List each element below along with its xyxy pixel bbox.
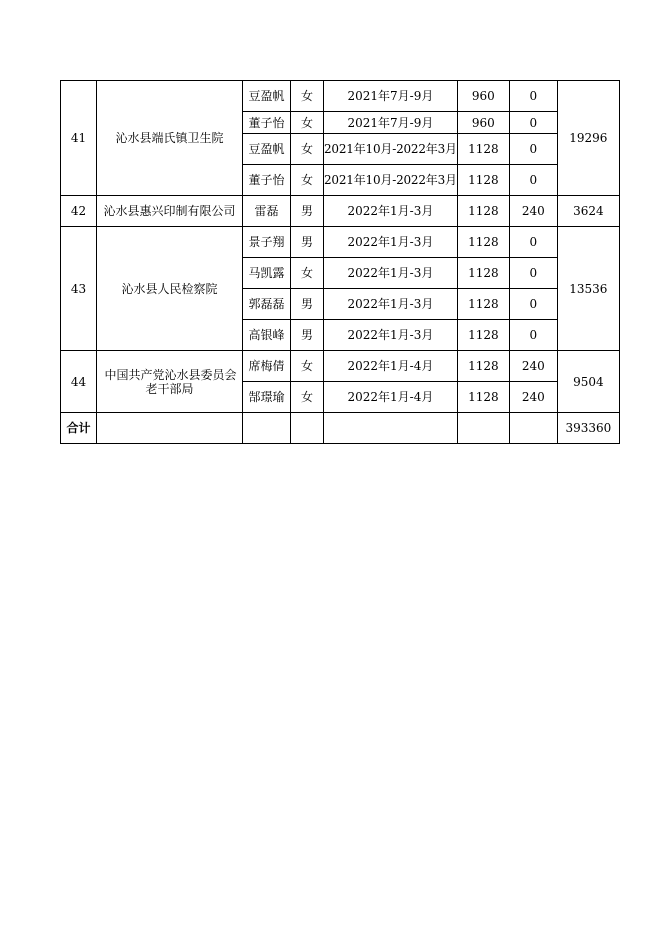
summary-label: 合计 <box>61 413 97 444</box>
group-total-cell: 9504 <box>557 351 619 413</box>
amount-cell: 1128 <box>457 382 509 413</box>
gender-cell: 男 <box>291 196 324 227</box>
subsidy-table <box>60 80 620 444</box>
amount-cell: 1128 <box>457 165 509 196</box>
row-id-cell: 42 <box>61 196 97 227</box>
name-cell: 郭磊磊 <box>243 289 291 320</box>
empty-cell <box>97 413 243 444</box>
group-total-cell: 3624 <box>557 196 619 227</box>
unit-cell <box>97 351 243 413</box>
gender-cell: 男 <box>291 227 324 258</box>
empty-cell <box>457 413 509 444</box>
summary-row <box>61 413 620 444</box>
period-cell: 2022年1月-3月 <box>324 196 458 227</box>
gender-cell: 女 <box>291 81 324 112</box>
extra-cell: 0 <box>509 165 557 196</box>
empty-cell <box>509 413 557 444</box>
unit-line-2: 老干部局 <box>145 381 194 396</box>
extra-cell: 0 <box>509 320 557 351</box>
unit-cell: 沁水县惠兴印制有限公司 <box>97 196 243 227</box>
row-id-cell: 41 <box>61 81 97 196</box>
name-cell: 董子怡 <box>243 112 291 134</box>
table-row <box>61 81 620 112</box>
period-cell: 2022年1月-4月 <box>324 351 458 382</box>
table-row <box>61 227 620 258</box>
period-cell: 2022年1月-3月 <box>324 227 458 258</box>
extra-cell: 0 <box>509 258 557 289</box>
name-cell: 高银峰 <box>243 320 291 351</box>
extra-cell: 0 <box>509 134 557 165</box>
name-cell: 景子翔 <box>243 227 291 258</box>
gender-cell: 男 <box>291 289 324 320</box>
unit-cell: 沁水县人民检察院 <box>97 227 243 351</box>
gender-cell: 女 <box>291 351 324 382</box>
unit-line-1: 中国共产党沁水县委员会 <box>104 367 237 382</box>
gender-cell: 女 <box>291 165 324 196</box>
extra-cell: 0 <box>509 112 557 134</box>
amount-cell: 1128 <box>457 134 509 165</box>
unit-cell: 沁水县端氏镇卫生院 <box>97 81 243 196</box>
extra-cell: 240 <box>509 351 557 382</box>
amount-cell: 1128 <box>457 351 509 382</box>
period-cell: 2021年10月-2022年3月 <box>324 165 458 196</box>
name-cell: 董子怡 <box>243 165 291 196</box>
row-id-cell: 43 <box>61 227 97 351</box>
gender-cell: 女 <box>291 258 324 289</box>
extra-cell: 0 <box>509 81 557 112</box>
empty-cell <box>291 413 324 444</box>
period-cell: 2022年1月-3月 <box>324 289 458 320</box>
amount-cell: 1128 <box>457 258 509 289</box>
name-cell: 席梅倩 <box>243 351 291 382</box>
table-row <box>61 196 620 227</box>
name-cell: 雷磊 <box>243 196 291 227</box>
period-cell: 2022年1月-3月 <box>324 320 458 351</box>
name-cell: 马凯露 <box>243 258 291 289</box>
amount-cell: 960 <box>457 81 509 112</box>
row-id-cell: 44 <box>61 351 97 413</box>
name-cell: 豆盈帆 <box>243 81 291 112</box>
gender-cell: 女 <box>291 382 324 413</box>
extra-cell: 0 <box>509 289 557 320</box>
period-cell: 2022年1月-4月 <box>324 382 458 413</box>
period-cell: 2021年7月-9月 <box>324 81 458 112</box>
period-cell: 2022年1月-3月 <box>324 258 458 289</box>
name-cell: 豆盈帆 <box>243 134 291 165</box>
amount-cell: 1128 <box>457 227 509 258</box>
extra-cell: 0 <box>509 227 557 258</box>
period-cell: 2021年10月-2022年3月 <box>324 134 458 165</box>
amount-cell: 960 <box>457 112 509 134</box>
name-cell: 郜璟瑜 <box>243 382 291 413</box>
extra-cell: 240 <box>509 196 557 227</box>
gender-cell: 女 <box>291 134 324 165</box>
table-row <box>61 351 620 382</box>
period-cell: 2021年7月-9月 <box>324 112 458 134</box>
gender-cell: 男 <box>291 320 324 351</box>
group-total-cell: 19296 <box>557 81 619 196</box>
amount-cell: 1128 <box>457 196 509 227</box>
grand-total-cell: 393360 <box>557 413 619 444</box>
extra-cell: 240 <box>509 382 557 413</box>
gender-cell: 女 <box>291 112 324 134</box>
empty-cell <box>324 413 458 444</box>
group-total-cell: 13536 <box>557 227 619 351</box>
amount-cell: 1128 <box>457 320 509 351</box>
empty-cell <box>243 413 291 444</box>
amount-cell: 1128 <box>457 289 509 320</box>
